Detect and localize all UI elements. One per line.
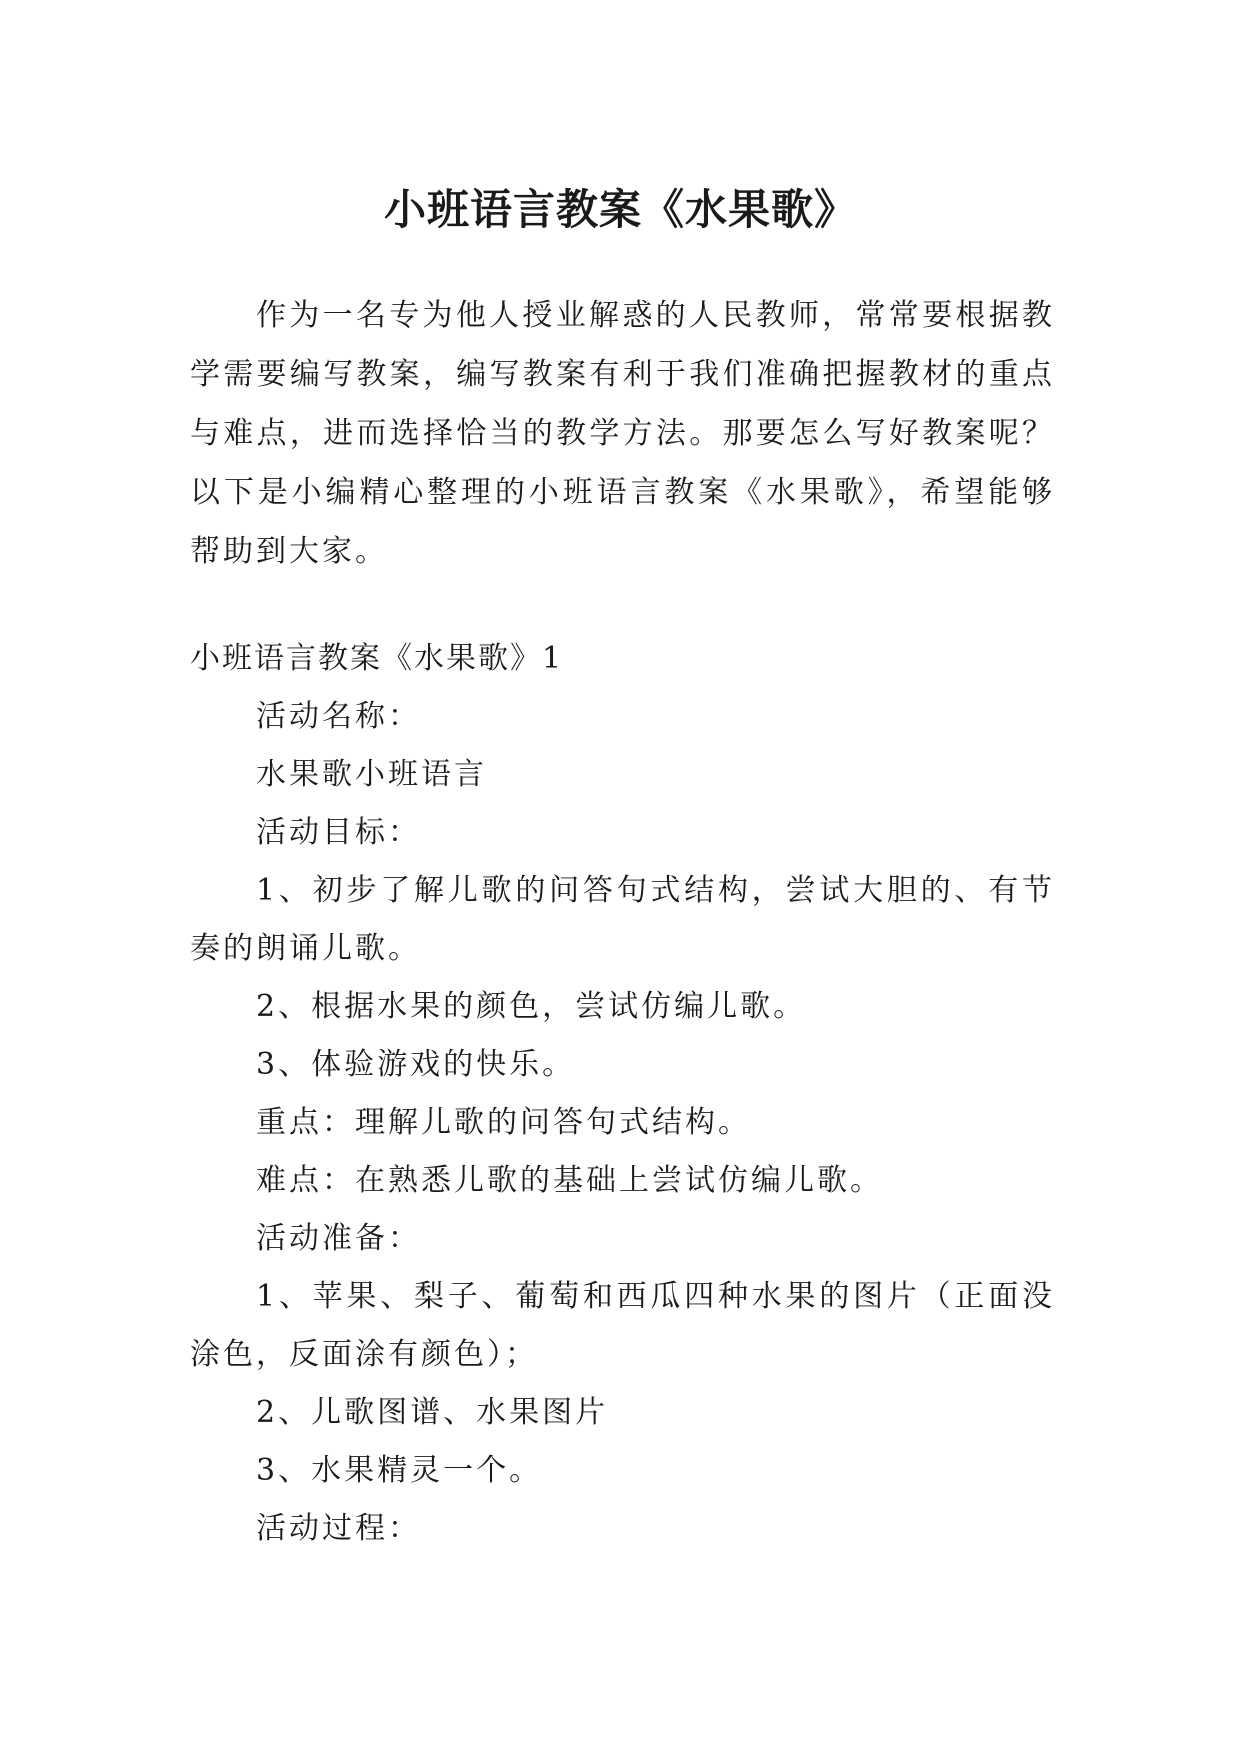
activity-process-label: 活动过程： xyxy=(256,1511,421,1546)
prep-item-1: 1、苹果、梨子、葡萄和西瓜四种水果的图片（正面没涂色，反面涂有颜色）； xyxy=(190,1279,1055,1372)
activity-name-label: 活动名称： xyxy=(256,699,421,734)
activity-name-value: 水果歌小班语言 xyxy=(256,757,487,792)
goal-item-2: 2、根据水果的颜色，尝试仿编儿歌。 xyxy=(256,989,807,1024)
goal-item-1: 1、初步了解儿歌的问答句式结构，尝试大胆的、有节奏的朗诵儿歌。 xyxy=(190,873,1055,966)
prep-item-2: 2、儿歌图谱、水果图片 xyxy=(256,1395,609,1430)
activity-prep-label: 活动准备： xyxy=(256,1221,421,1256)
goal-item-3: 3、体验游戏的快乐。 xyxy=(256,1047,576,1082)
section-heading: 小班语言教案《水果歌》1 xyxy=(190,641,564,676)
activity-goals-label: 活动目标： xyxy=(256,815,421,850)
difficult-point: 难点：在熟悉儿歌的基础上尝试仿编儿歌。 xyxy=(256,1163,883,1198)
key-point: 重点：理解儿歌的问答句式结构。 xyxy=(256,1105,751,1140)
document-title: 小班语言教案《水果歌》 xyxy=(383,185,857,235)
prep-item-3: 3、水果精灵一个。 xyxy=(256,1453,543,1488)
intro-paragraph: 作为一名专为他人授业解惑的人民教师，常常要根据教学需要编写教案，编写教案有利于我们准确把握教材的重点与难点，进而选择恰当的教学方法。那要怎么写好教案呢？以下是小编精心整理的小班语言教案《水果歌》，希望能够帮助到大家。 xyxy=(190,298,1055,569)
lesson-section xyxy=(190,630,1055,1558)
